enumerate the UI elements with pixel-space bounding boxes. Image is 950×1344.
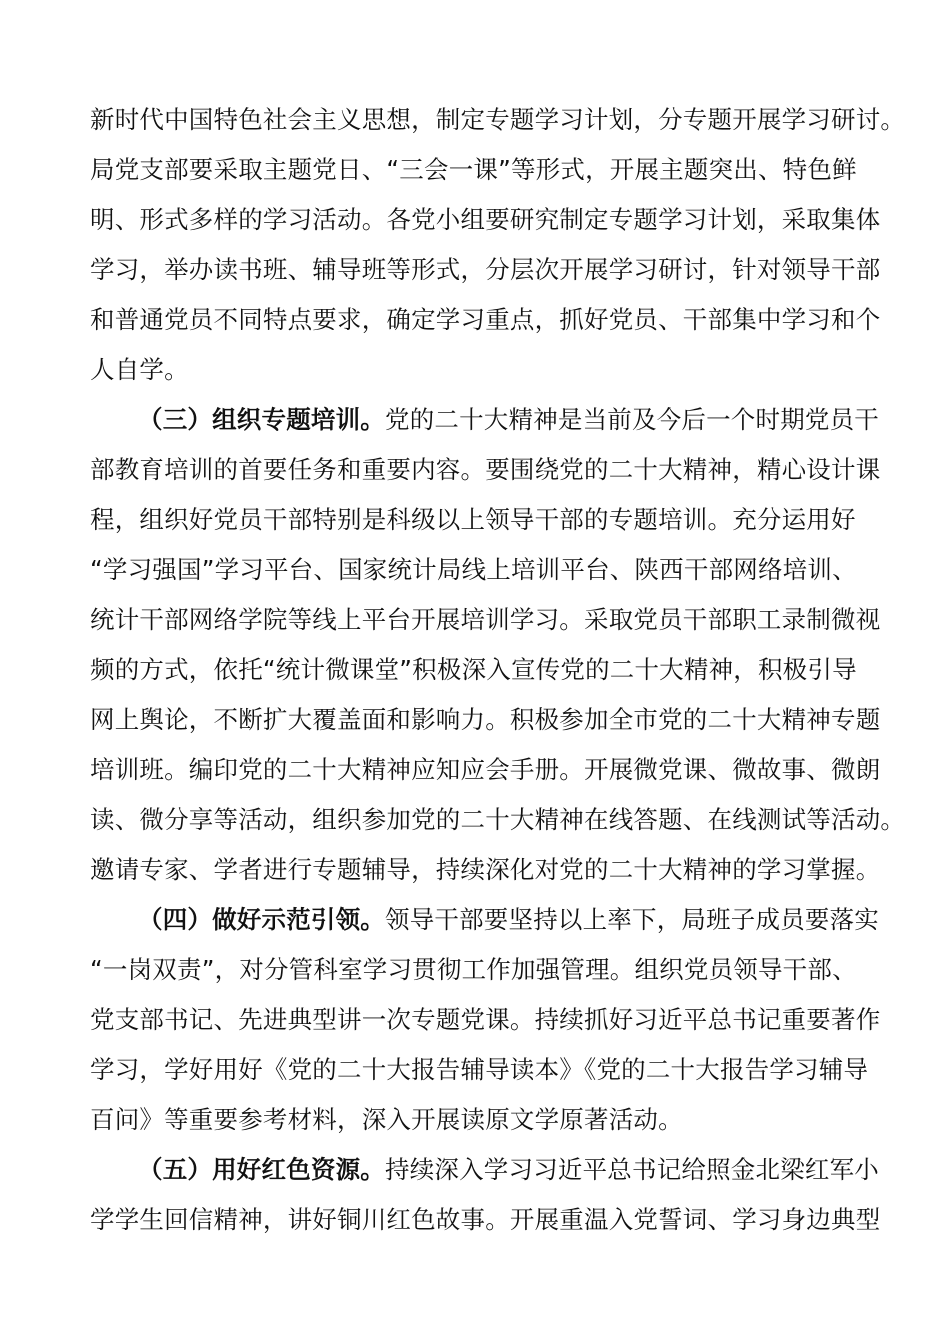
section-text: 党的二十大精神是当前及今后一个时期党员干 bbox=[385, 405, 879, 434]
section-paragraph-start bbox=[138, 895, 879, 945]
body-text-line: 新时代中国特色社会主义思想，制定专题学习计划，分专题开展学习研讨。 bbox=[90, 105, 906, 134]
body-text-line: “学习强国”学习平台、国家统计局线上培训平台、陕西干部网络培训、 bbox=[90, 555, 857, 584]
body-text-line: 党支部书记、先进典型讲一次专题党课。持续抓好习近平总书记重要著作 bbox=[90, 1005, 881, 1034]
section-heading: （五）用好红色资源。 bbox=[138, 1155, 385, 1184]
body-text-line: 明、形式多样的学习活动。各党小组要研究制定专题学习计划，采取集体 bbox=[90, 205, 881, 234]
body-text-line: 程，组织好党员干部特别是科级以上领导干部的专题培训。充分运用好 bbox=[90, 505, 856, 534]
body-text-line: 学习，学好用好《党的二十大报告辅导读本》《党的二十大报告学习辅导 bbox=[90, 1055, 869, 1084]
body-text-line: 人自学。 bbox=[90, 355, 189, 384]
body-text-line: 学学生回信精神，讲好铜川红色故事。开展重温入党誓词、学习身边典型 bbox=[90, 1205, 881, 1234]
body-text-line: 邀请专家、学者进行专题辅导，持续深化对党的二十大精神的学习掌握。 bbox=[90, 855, 881, 884]
body-text-line: 局党支部要采取主题党日、“三会一课”等形式，开展主题突出、特色鲜 bbox=[90, 155, 857, 184]
body-text-line: 百问》等重要参考材料，深入开展读原文学原著活动。 bbox=[90, 1105, 683, 1134]
section-paragraph-start bbox=[138, 1145, 879, 1195]
body-text-line: 部教育培训的首要任务和重要内容。要围绕党的二十大精神，精心设计课 bbox=[90, 455, 881, 484]
body-text-line: 网上舆论，不断扩大覆盖面和影响力。积极参加全市党的二十大精神专题 bbox=[90, 705, 881, 734]
body-text-line: 频的方式，依托“统计微课堂”积极深入宣传党的二十大精神，积极引导 bbox=[90, 655, 857, 684]
body-text-line: 和普通党员不同特点要求，确定学习重点，抓好党员、干部集中学习和个 bbox=[90, 305, 881, 334]
body-text-line: 读、微分享等活动，组织参加党的二十大精神在线答题、在线测试等活动。 bbox=[90, 805, 906, 834]
section-paragraph-start bbox=[138, 395, 879, 445]
body-text-line: “一岗双责”，对分管科室学习贯彻工作加强管理。组织党员领导干部、 bbox=[90, 955, 857, 984]
body-text-line: 学习，举办读书班、辅导班等形式，分层次开展学习研讨，针对领导干部 bbox=[90, 255, 881, 284]
section-heading: （三）组织专题培训。 bbox=[138, 405, 385, 434]
section-heading: （四）做好示范引领。 bbox=[138, 905, 385, 934]
body-text-line: 培训班。编印党的二十大精神应知应会手册。开展微党课、微故事、微朗 bbox=[90, 755, 881, 784]
body-text-line: 统计干部网络学院等线上平台开展培训学习。采取党员干部职工录制微视 bbox=[90, 605, 881, 634]
section-text: 领导干部要坚持以上率下，局班子成员要落实 bbox=[385, 905, 879, 934]
section-text: 持续深入学习习近平总书记给照金北梁红军小 bbox=[385, 1155, 879, 1184]
